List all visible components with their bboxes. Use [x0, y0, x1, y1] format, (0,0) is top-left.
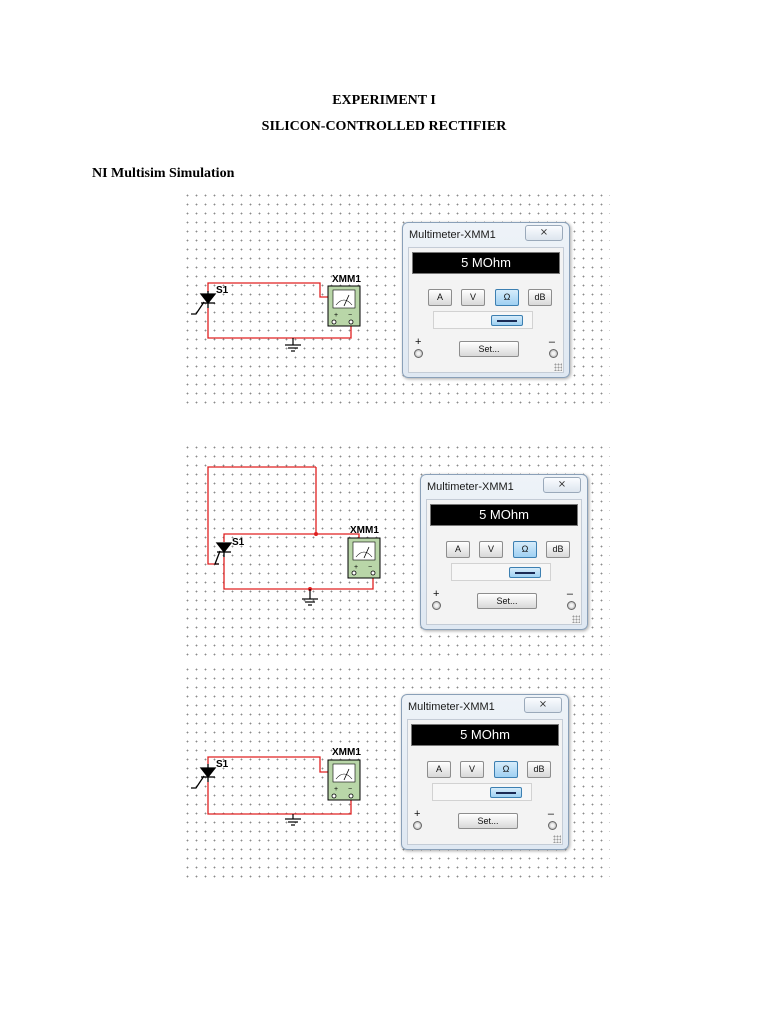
svg-text:+: +	[334, 786, 339, 793]
scr-symbol	[215, 543, 231, 564]
multimeter-symbol[interactable]	[328, 760, 360, 800]
multimeter-symbol[interactable]	[328, 286, 360, 326]
negative-terminal[interactable]	[567, 601, 576, 610]
close-button[interactable]	[543, 477, 581, 493]
svg-text:+: +	[334, 312, 339, 319]
ohmmeter-button[interactable]: Ω	[494, 761, 518, 778]
ground-symbol	[302, 589, 318, 605]
multimeter-panel	[407, 719, 563, 845]
voltmeter-button[interactable]: V	[460, 761, 484, 778]
svg-text:−: −	[368, 564, 373, 571]
schematic-canvas-3[interactable]	[182, 664, 610, 878]
settings-button[interactable]: Set...	[459, 341, 519, 357]
decibel-button[interactable]: dB	[527, 761, 551, 778]
multimeter-label: XMM1	[332, 274, 361, 285]
close-icon: ⨯	[557, 479, 567, 490]
scr-label: S1	[216, 285, 229, 296]
dc-mode-button[interactable]	[491, 315, 523, 326]
resize-grip[interactable]	[553, 835, 561, 843]
window-title: Multimeter-XMM1	[408, 701, 495, 713]
close-button[interactable]	[525, 225, 563, 241]
page-title: EXPERIMENT I	[332, 93, 436, 108]
positive-terminal[interactable]	[413, 821, 422, 830]
ohmmeter-button[interactable]: Ω	[513, 541, 537, 558]
multimeter-window[interactable]	[402, 222, 570, 378]
positive-terminal[interactable]	[432, 601, 441, 610]
resize-grip[interactable]	[554, 363, 562, 371]
section-heading: NI Multisim Simulation	[92, 166, 235, 181]
multimeter-window[interactable]	[401, 694, 569, 850]
negative-terminal[interactable]	[549, 349, 558, 358]
positive-terminal-label: +	[433, 588, 440, 600]
scr-symbol	[191, 291, 215, 314]
reading-display: 5 MOhm	[430, 504, 578, 526]
resize-grip[interactable]	[572, 615, 580, 623]
ammeter-button[interactable]: A	[427, 761, 451, 778]
svg-text:−: −	[348, 786, 353, 793]
negative-terminal-label: –	[547, 808, 554, 820]
scr-label: S1	[216, 759, 229, 770]
ground-symbol	[285, 814, 301, 825]
close-icon: ⨯	[538, 699, 548, 710]
ammeter-button[interactable]: A	[428, 289, 452, 306]
svg-text:+: +	[354, 564, 359, 571]
svg-text:−: −	[348, 312, 353, 319]
positive-terminal-label: +	[415, 336, 422, 348]
multimeter-symbol[interactable]	[348, 538, 380, 578]
decibel-button[interactable]: dB	[546, 541, 570, 558]
page-subtitle: SILICON-CONTROLLED RECTIFIER	[261, 119, 507, 134]
schematic-canvas-2[interactable]	[182, 442, 610, 656]
window-title: Multimeter-XMM1	[427, 481, 514, 493]
negative-terminal-label: –	[548, 336, 555, 348]
voltmeter-button[interactable]: V	[461, 289, 485, 306]
settings-button[interactable]: Set...	[458, 813, 518, 829]
multimeter-panel	[426, 499, 582, 625]
wire-junction	[314, 532, 318, 536]
positive-terminal-label: +	[414, 808, 421, 820]
voltmeter-button[interactable]: V	[479, 541, 503, 558]
negative-terminal[interactable]	[548, 821, 557, 830]
dc-mode-button[interactable]	[490, 787, 522, 798]
window-title: Multimeter-XMM1	[409, 229, 496, 241]
decibel-button[interactable]: dB	[528, 289, 552, 306]
ammeter-button[interactable]: A	[446, 541, 470, 558]
scr-label: S1	[232, 537, 245, 548]
reading-display: 5 MOhm	[412, 252, 560, 274]
multimeter-window[interactable]	[420, 474, 588, 630]
multimeter-label: XMM1	[350, 525, 379, 536]
close-icon: ⨯	[539, 227, 549, 238]
schematic-canvas-1[interactable]	[182, 190, 610, 406]
reading-display: 5 MOhm	[411, 724, 559, 746]
scr-symbol	[191, 764, 215, 788]
close-button[interactable]	[524, 697, 562, 713]
settings-button[interactable]: Set...	[477, 593, 537, 609]
multimeter-panel	[408, 247, 564, 373]
ohmmeter-button[interactable]: Ω	[495, 289, 519, 306]
dc-mode-button[interactable]	[509, 567, 541, 578]
negative-terminal-label: –	[566, 588, 573, 600]
ground-symbol	[285, 338, 301, 351]
multimeter-label: XMM1	[332, 747, 361, 758]
positive-terminal[interactable]	[414, 349, 423, 358]
